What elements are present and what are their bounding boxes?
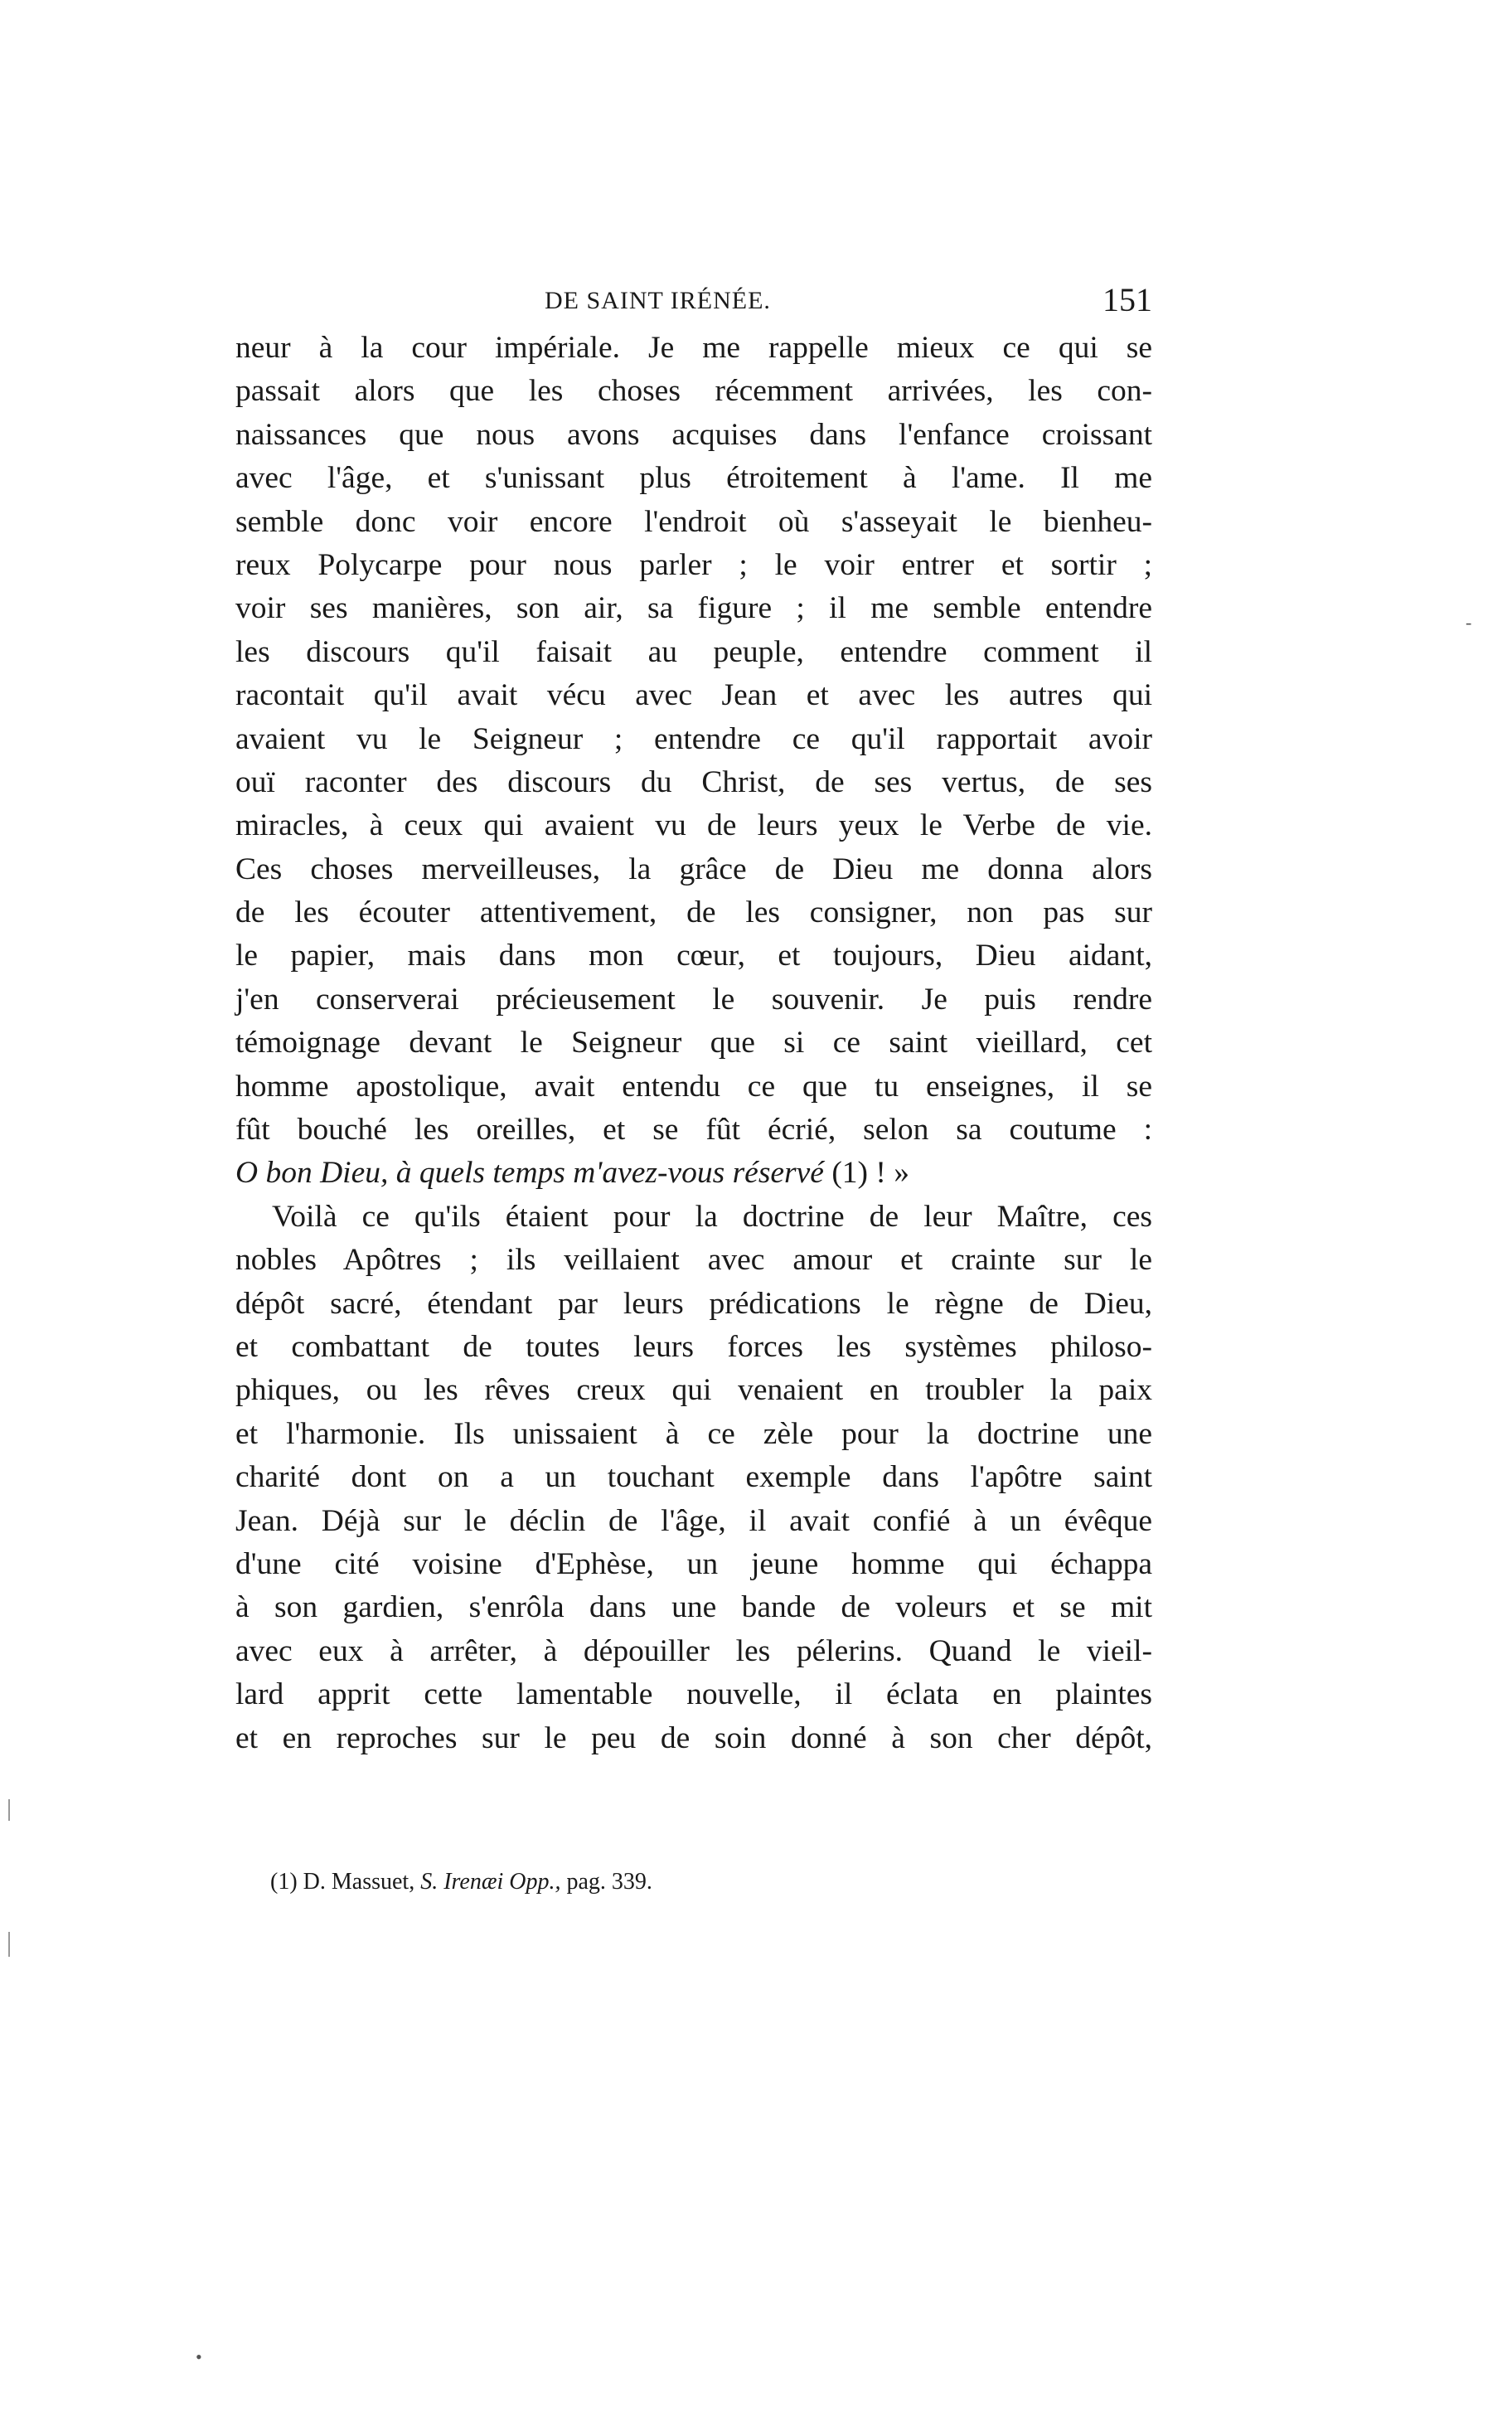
text-line: reux Polycarpe pour nous parler ; le voir entrer et sortir ; (235, 547, 1152, 582)
running-title: DE SAINT IRÉNÉE. (545, 287, 771, 314)
text-line: Jean. Déjà sur le déclin de l'âge, il avait confié à un évêque (235, 1503, 1152, 1538)
text-line: homme apostolique, avait entendu ce que tu enseignes, il se (235, 1069, 1152, 1104)
scan-edge-mark (8, 1799, 10, 1821)
text-line: Ces choses merveilleuses, la grâce de Dieu me donna alors (235, 852, 1152, 886)
text-line: neur à la cour impériale. Je me rappelle mieux ce qui se (235, 331, 1152, 365)
text-line: passait alors que les choses récemment arrivées, les con- (235, 374, 1152, 409)
text-line: charité dont on a un touchant exemple dans l'apôtre saint (235, 1460, 1152, 1495)
text-line: et l'harmonie. Ils unissaient à ce zèle pour la doctrine une (235, 1416, 1152, 1451)
footnote-reference: pag. 339. (566, 1869, 652, 1895)
page-number: 151 (1102, 281, 1152, 318)
text-line: dépôt sacré, étendant par leurs prédications le règne de Dieu, (235, 1286, 1152, 1321)
footnote (270, 1866, 652, 1899)
quote-italic: O bon Dieu, à quels temps m'avez-vous réservé (235, 1156, 824, 1191)
text-line: miracles, à ceux qui avaient vu de leurs yeux le Verbe de vie. (235, 808, 1152, 843)
text-line: lard apprit cette lamentable nouvelle, il éclata en plaintes (235, 1677, 1152, 1712)
text-line: voir ses manières, son air, sa figure ; il me semble entendre (235, 591, 1152, 626)
text-line: avec l'âge, et s'unissant plus étroitement à l'ame. Il me (235, 461, 1152, 496)
paragraph-first-line: Voilà ce qu'ils étaient pour la doctrine de leur Maître, ces (272, 1199, 1152, 1234)
text-line: d'une cité voisine d'Ephèse, un jeune homme qui échappa (235, 1546, 1152, 1581)
text-line: de les écouter attentivement, de les consigner, non pas sur (235, 895, 1152, 930)
running-head (235, 280, 1152, 322)
text-line: racontait qu'il avait vécu avec Jean et avec les autres qui (235, 678, 1152, 713)
margin-dash-mark: - (1466, 612, 1472, 633)
text-line: le papier, mais dans mon cœur, et toujours, Dieu aidant, (235, 939, 1152, 973)
text-line: fût bouché les oreilles, et se fût écrié, selon sa coutume : (235, 1113, 1152, 1148)
text-line: j'en conserverai précieusement le souvenir. Je puis rendre (235, 982, 1152, 1017)
text-line: et combattant de toutes leurs forces les systèmes philoso- (235, 1329, 1152, 1364)
text-line: avec eux à arrêter, à dépouiller les pélerins. Quand le vieil- (235, 1633, 1152, 1668)
text-line: semble donc voir encore l'endroit où s'asseyait le bienheu- (235, 504, 1152, 539)
text-line: avaient vu le Seigneur ; entendre ce qu'il rapportait avoir (235, 721, 1152, 756)
footnote-author: D. Massuet, (303, 1869, 415, 1895)
footnote-marker: (1) (270, 1869, 298, 1895)
quote-line (235, 1152, 1152, 1195)
scan-edge-mark (8, 1932, 10, 1957)
stray-dot-mark: • (196, 2346, 202, 2367)
body-text (235, 327, 1152, 1760)
text-line: les discours qu'il faisait au peuple, entendre comment il (235, 634, 1152, 669)
text-line: nobles Apôtres ; ils veillaient avec amour et crainte sur le (235, 1243, 1152, 1278)
text-line: phiques, ou les rêves creux qui venaient en troubler la paix (235, 1373, 1152, 1408)
text-line: à son gardien, s'enrôla dans une bande de voleurs et se mit (235, 1590, 1152, 1625)
footnote-work: S. Irenæi Opp., (420, 1869, 561, 1895)
text-line: naissances que nous avons acquises dans l'enfance croissant (235, 417, 1152, 452)
text-line: et en reproches sur le peu de soin donné à son cher dépôt, (235, 1720, 1152, 1755)
quote-tail: (1) ! » (823, 1156, 910, 1191)
text-line: ouï raconter des discours du Christ, de ses vertus, de ses (235, 764, 1152, 799)
text-line: témoignage devant le Seigneur que si ce saint vieillard, cet (235, 1026, 1152, 1060)
